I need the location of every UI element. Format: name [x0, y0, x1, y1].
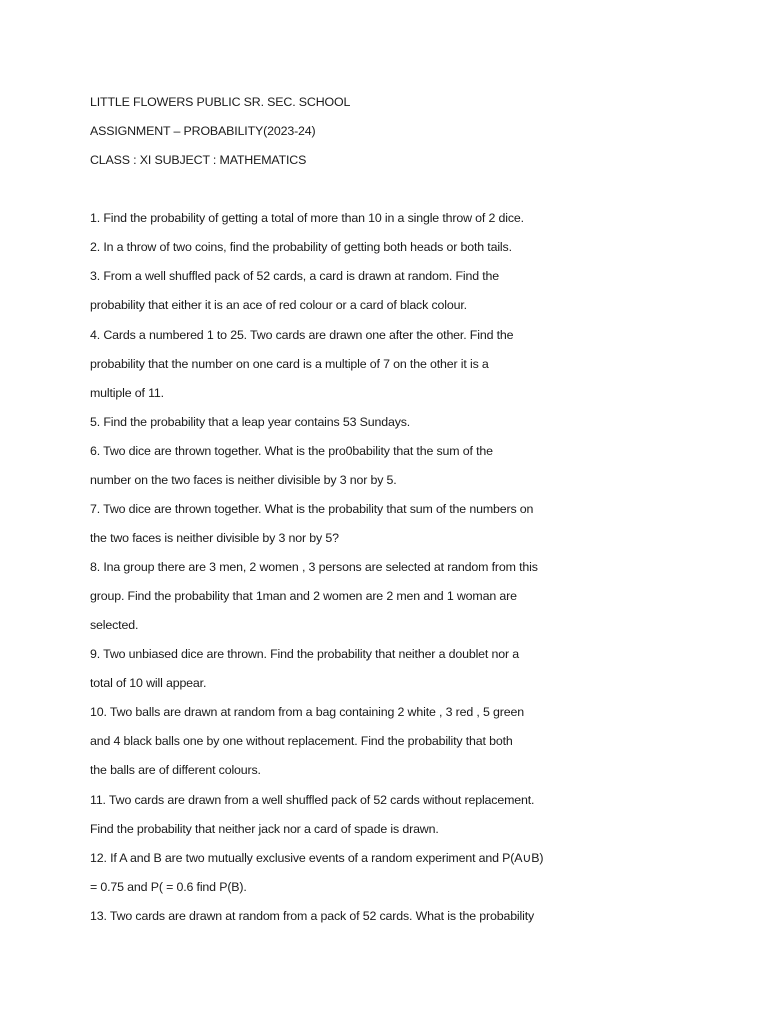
question-line: and 4 black balls one by one without replacement. Find the probability that both — [90, 734, 513, 748]
question-line: 1. Find the probability of getting a total of more than 10 in a single throw of 2 dice. — [90, 211, 524, 225]
question-line: group. Find the probability that 1man and 2 women are 2 men and 1 woman are — [90, 589, 517, 603]
question-line: number on the two faces is neither divisible by 3 nor by 5. — [90, 473, 397, 487]
question-line: 12. If A and B are two mutually exclusive events of a random experiment and P(A∪B) — [90, 851, 544, 865]
class-subject: CLASS : XI SUBJECT : MATHEMATICS — [90, 153, 307, 167]
question-line: 7. Two dice are thrown together. What is the probability that sum of the numbers on — [90, 502, 534, 516]
question-line: the balls are of different colours. — [90, 763, 261, 777]
assignment-title: ASSIGNMENT – PROBABILITY(2023-24) — [90, 124, 316, 138]
question-line: 6. Two dice are thrown together. What is the pro0bability that the sum of the — [90, 444, 493, 458]
question-line: 11. Two cards are drawn from a well shuffled pack of 52 cards without replacement. — [90, 793, 535, 807]
question-line: 4. Cards a numbered 1 to 25. Two cards are drawn one after the other. Find the — [90, 328, 514, 342]
question-line: 10. Two balls are drawn at random from a bag containing 2 white , 3 red , 5 green — [90, 705, 524, 719]
question-line: total of 10 will appear. — [90, 676, 207, 690]
question-line: probability that the number on one card is a multiple of 7 on the other it is a — [90, 357, 489, 371]
question-line: 3. From a well shuffled pack of 52 cards, a card is drawn at random. Find the — [90, 269, 500, 283]
question-line: 8. Ina group there are 3 men, 2 women , 3 persons are selected at random from this — [90, 560, 538, 574]
school-name: LITTLE FLOWERS PUBLIC SR. SEC. SCHOOL — [90, 95, 351, 109]
question-line: the two faces is neither divisible by 3 nor by 5? — [90, 531, 339, 545]
question-line: = 0.75 and P( = 0.6 find P(B). — [90, 880, 247, 894]
question-line: 5. Find the probability that a leap year contains 53 Sundays. — [90, 415, 411, 429]
question-line: Find the probability that neither jack nor a card of spade is drawn. — [90, 822, 439, 836]
question-line: selected. — [90, 618, 139, 632]
question-line: multiple of 11. — [90, 386, 164, 400]
question-line: 9. Two unbiased dice are thrown. Find the probability that neither a doublet nor a — [90, 647, 519, 661]
question-line: 2. In a throw of two coins, find the probability of getting both heads or both tails. — [90, 240, 512, 254]
question-line: probability that either it is an ace of red colour or a card of black colour. — [90, 298, 467, 312]
question-line: 13. Two cards are drawn at random from a pack of 52 cards. What is the probability — [90, 909, 535, 923]
